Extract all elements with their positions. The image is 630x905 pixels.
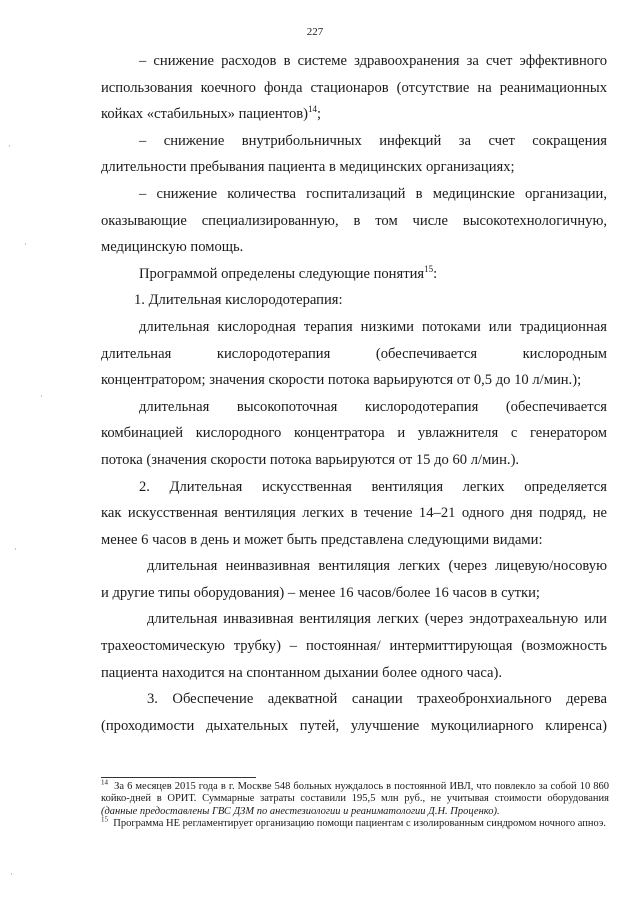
paragraph-line: длительная кислородотерапия (обеспечивается кислородным [101,345,607,362]
paragraph-long-term-ventilation [101,474,607,554]
paragraph-line: концентратором; значения скорости потока варьируются от 0,5 до 10 л/мин.); [101,372,582,389]
paragraph-line: длительная инвазивная вентиляция легких (через эндотрахеальную или [147,611,607,628]
paragraph-line: – снижение количества госпитализаций в медицинские организации, [139,185,607,202]
footnote-text: За 6 месяцев 2015 года в г. Москве 548 больных нуждалось в постоянной ИВЛ, что повлекло за собой 10 860 койко-дней в ОРИТ. Суммарные затраты составили 195,5 млн руб., не учитывая стоимости оборудования [101,781,610,805]
paragraph-cost-reduction [101,48,607,128]
paragraph-line: оказывающие специализированную, в том числе высокотехнологичную, [101,212,607,229]
paragraph-punct: ; [317,106,322,123]
scan-speck: · [40,391,43,401]
footnote-text: Программа НЕ регламентирует организацию помощи пациентам с изолированным синдромом ночного апноэ. [113,818,606,830]
paragraph-line: длительная высокопоточная кислородотерапия (обеспечивается [139,398,607,415]
scan-speck: · [24,239,27,249]
paragraph-line: койках «стабильных» пациентов) [101,106,309,123]
paragraph-line: трахеостомическую трубку) – постоянная/ интермиттирующая (возможность [101,638,607,655]
page-number: 227 [306,26,324,38]
footnotes [101,778,610,831]
paragraph-line: использования коечного фонда стационаров (отсутствие на реанимационных [101,79,607,96]
footnote-divider [101,777,256,778]
footnote-mark: 15 [101,815,108,824]
paragraph-line: и другие типы оборудования) – менее 16 часов/более 16 часов в сутки; [101,584,540,601]
paragraph-line: комбинацией кислородного концентратора и увлажнителя с генератором [101,425,607,442]
footnote-source: (данные предоставлены ГВС ДЗМ по анестезиологии и реаниматологии Д.Н. Проценко). [101,805,500,817]
paragraph-line: – снижение расходов в системе здравоохранения за счет эффективного [139,53,607,69]
intro-punct: : [433,265,438,282]
paragraph-line: потока (значения скорости потока варьируются от 15 до 60 л/мин.). [101,451,520,468]
paragraph-definitions-intro [101,261,607,288]
body-text [101,48,607,739]
paragraph-invasive-ventilation [101,606,607,686]
footnote-ref-15: 15 [424,263,434,274]
paragraph-line: длительности пребывания пациента в медицинских организациях; [101,159,515,176]
footnote-15 [101,815,609,830]
footnote-mark: 14 [101,778,108,787]
paragraph-noninvasive-ventilation [101,553,607,606]
paragraph-infections [101,128,607,181]
scan-speck: · [8,141,11,151]
paragraph-line: как искусственная вентиляция легких в течение 14–21 одного дня подряд, не [101,505,607,522]
paragraph-line: длительная неинвазивная вентиляция легких (через лицевую/носовую [147,558,607,575]
paragraph-line: медицинскую помощь. [101,239,244,256]
paragraph-line: – снижение внутрибольничных инфекций за счет сокращения [139,132,607,149]
paragraph-hospitalizations [101,181,607,261]
paragraph-line: пациента находится на спонтанном дыхании более одного часа). [101,664,503,681]
section-heading-oxygen-therapy: 1. Длительная кислородотерапия: [134,292,343,309]
footnote-ref-14: 14 [308,104,318,115]
paragraph-high-flow-oxygen [101,394,607,474]
footnote-14 [101,778,610,818]
paragraph-airway-sanitation [101,686,607,739]
paragraph-line: 2. Длительная искусственная вентиляция легких определяется [139,478,607,495]
paragraph-line: менее 6 часов в день и может быть представлена следующими видами: [101,531,543,548]
scan-speck: · [14,544,17,554]
paragraph-low-flow-oxygen [101,314,607,394]
scan-speck: · [10,869,13,879]
paragraph-line: (проходимости дыхательных путей, улучшение мукоцилиарного клиренса) [101,717,607,734]
paragraph-line: длительная кислородная терапия низкими потоками или традиционная [139,318,607,335]
paragraph-line: 3. Обеспечение адекватной санации трахеобронхиального дерева [147,691,607,708]
intro-text: Программой определены следующие понятия [139,265,425,282]
